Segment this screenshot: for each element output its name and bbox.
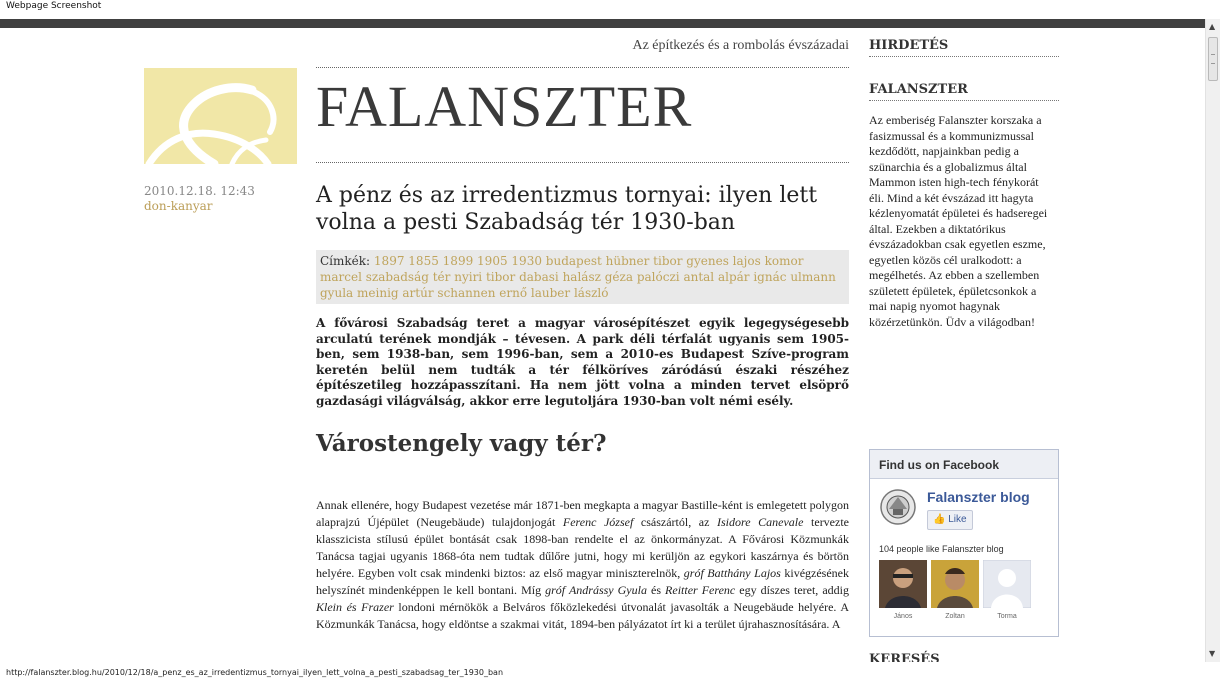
body-text-segment: kivégzésének helyszínét mindenképpen le kell bontani. Míg [316,566,850,597]
tag-link[interactable]: palóczi antal [636,270,715,284]
body-text-segment: császártól, az [633,515,717,529]
window-title: Webpage Screenshot [0,0,1220,19]
post-title[interactable]: A pénz és az irredentizmus tornyai: ilyen lett volna a pesti Szabadság tér 1930-ban [316,183,818,235]
tag-link[interactable]: meinig artúr [357,286,434,300]
facebook-like-button[interactable] [927,510,973,530]
site-logo[interactable] [144,68,297,164]
tag-link[interactable]: schannen ernő [437,286,528,300]
tag-link[interactable]: komor marcel [320,254,804,284]
post-body [316,497,849,633]
default-avatar-icon [983,560,1031,608]
body-name-klein-frazer: Klein és Frazer [316,600,394,614]
facebook-page-link[interactable]: Falanszter blog [927,489,1030,505]
body-text-segment: Annak ellenére, hogy Budapest vezetése már 1871-ben megkapta a magyar Bastille-ként is emlegetett polygon alaprajzú Újépület (Neugebäude) tulajdonjogát [316,498,849,529]
post-author-link[interactable]: don-kanyar [144,199,213,213]
post-tags [316,250,849,304]
tag-link[interactable]: gyenes lajos [686,254,761,268]
header-divider-bottom [316,162,849,163]
tag-link[interactable]: dabasi halász géza [519,270,634,284]
tag-link[interactable]: hübner tibor [605,254,683,268]
top-bar [0,19,1205,28]
post-date: 2010.12.18. 12:43 [144,184,255,198]
body-name-reitter-ferenc: Reitter Ferenc [665,583,736,597]
tag-link[interactable]: nyiri tibor [454,270,516,284]
thumbs-up-icon: 👍 [933,514,946,525]
fan-avatar[interactable] [931,560,979,608]
body-text-segment: egy díszes teret, addig [735,583,849,597]
tag-link[interactable]: szabadság tér [365,270,451,284]
tag-link[interactable]: 1905 [477,254,508,268]
body-name-batthany-lajos: gróf Batthány Lajos [683,566,781,580]
scroll-up-arrow-icon[interactable]: ▲ [1209,22,1216,31]
fan-name[interactable]: Torma [997,613,1017,620]
page-viewport [0,28,1205,662]
post-subheading: Várostengely vagy tér? [316,430,607,457]
scroll-down-arrow-icon[interactable]: ▼ [1209,649,1216,658]
tag-list [320,254,836,300]
tag-link[interactable]: 1897 [373,254,405,268]
tag-link[interactable]: lauber lászló [530,286,609,300]
sidebar-about-heading: FALANSZTER [869,82,1059,101]
fan-avatar[interactable] [983,560,1031,608]
fan-name[interactable]: Zoltan [945,613,965,620]
tag-link[interactable]: alpár ignác [717,270,787,284]
logo-swirl-icon [144,68,297,164]
site-tagline: Az építkezés és a rombolás évszázadai [632,38,849,53]
tag-link[interactable]: 1930 [511,254,542,268]
post-lead: A fővárosi Szabadság teret a magyar városépítészet egyik legegységesebb arculatú terének mondják – tévesen. A park déli térfalát ugyanis sem 1905-ben, sem 1938-ban, sem 1996-ban, sem a 2010-es Budapest Szíve-program keretén belül nem tudták a tér félköríves záródású északi részéhez építészetileg hozzápasszítani. Ha nem jött volna a minden tervet elsöprő gazdasági világválság, akkor erre legutoljára 1930-ban volt némi esély. [316,316,849,408]
status-bar-url: http://falanszter.blog.hu/2010/12/18/a_penz_es_az_irredentizmus_tornyai_ilyen_lett_volna_a_pesti_szabadsag_ter_1930_ban [0,662,1220,681]
tag-link[interactable]: 1899 [442,254,474,268]
scrollbar-thumb[interactable] [1208,37,1218,81]
body-name-isidore-canevale: Isidore Canevale [717,515,804,529]
body-text-segment: tervezte klasszicista stílusú épület bontását csak 1898-ban rendelte el az önkormányzat. A Fővárosi Közmunkák Tanácsa tagjai ugyanis 1868-óta nem tudtak dűlőre jutni, hogy mi kerüljön az egykori kaszárnya és börtön helyére. Egyben volt csak mindenki biztos: az első magyar miniszterelnök, [316,515,849,580]
sidebar-search-heading: KERESÉS [869,652,940,662]
header-divider-top [316,67,849,68]
facebook-like-count: 104 people like Falanszter blog [879,544,1004,554]
sidebar-ads-heading: HIRDETÉS [869,38,1059,57]
vertical-scrollbar[interactable] [1205,19,1220,662]
body-text-segment: és [646,583,666,597]
body-name-andrassy-gyula: gróf Andrássy Gyula [545,583,647,597]
tag-link[interactable]: ulmann gyula [320,270,836,300]
tag-link[interactable]: 1855 [408,254,439,268]
site-title[interactable]: FALANSZTER [316,74,693,139]
facebook-like-box [869,449,1059,637]
fan-name[interactable]: János [893,613,913,620]
facebook-box-heading: Find us on Facebook [870,450,1058,479]
sidebar-about-text: Az emberiség Falanszter korszaka a fasizmussal és a kommunizmussal kezdődött, napjainkban pedig a szünarchia és a globalizmus által Mammon isten high-tech fénykorát éli. Mind a két évszázad itt hagyta kézlenyomatát épületei és hadseregei által. Ezekben a diktatórikus évszázadokban csak egyetlen eszme, egyetlen közös cél uralkodott: a megélhetés. Az ebben a szellemben született épületek, épületcsonkok a mai napig nyomot hagynak közérzetünkön. Üdv a világodban! [869,113,1048,329]
like-label: Like [948,514,967,525]
tag-link[interactable]: budapest [545,254,602,268]
body-text-segment: londoni mérnökök a Belváros főközlekedési útvonalát javasolták a Neugebäude helyére. A Közmunkák Tanácsa, hogy eldöntse a szakmai vitát, 1894-ben pályázatot írt ki a terület újrahasznosítására. A [316,600,849,631]
person-photo-icon [931,560,979,608]
tags-label: Címkék: [320,254,371,268]
facebook-page-avatar[interactable] [879,487,917,527]
fan-avatar[interactable] [879,560,927,608]
person-photo-icon [879,560,927,608]
body-name-ferenc-jozsef: Ferenc József [562,515,634,529]
emblem-icon [879,487,917,527]
